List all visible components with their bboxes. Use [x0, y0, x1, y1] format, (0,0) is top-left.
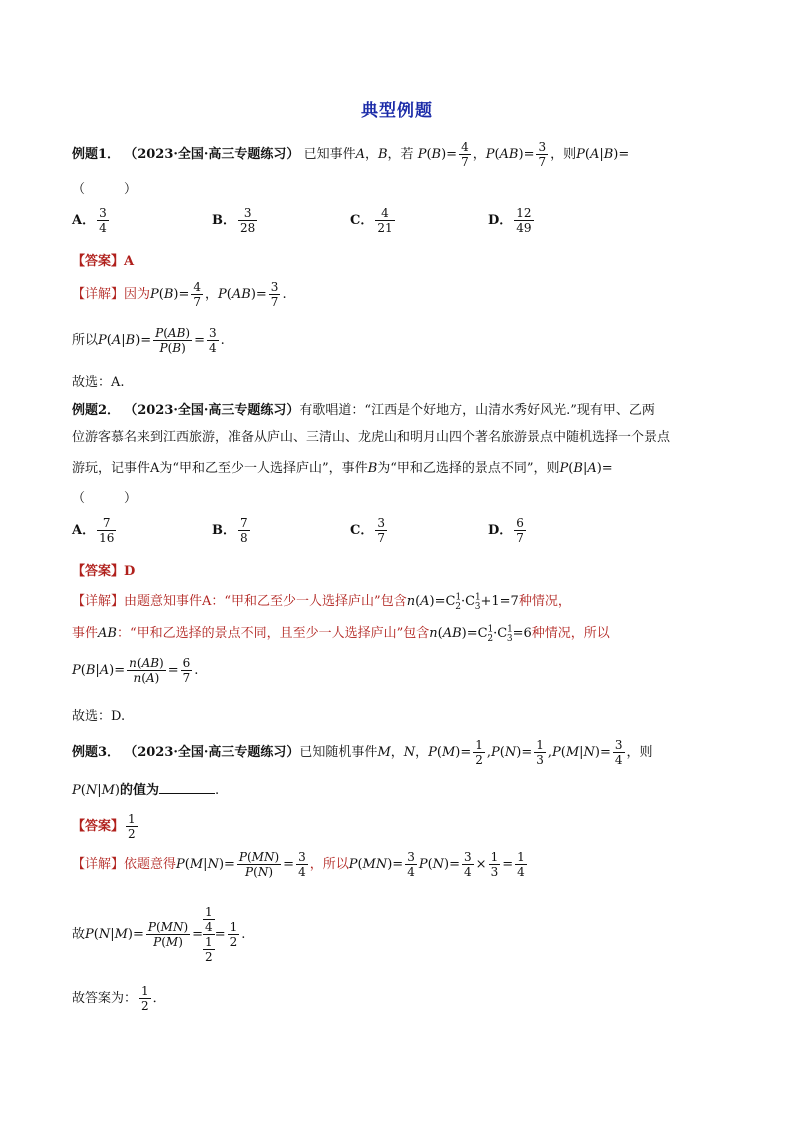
ex3-source: （2023·全国·高三专题练习） [124, 745, 300, 760]
ex1-math-a: A [355, 147, 365, 162]
ex1-answer [72, 250, 134, 269]
ex2-stem-line3: 游玩，记事件A为“甲和乙至少一人选择庐山”，事件B为“甲和乙选择的景点不同”，则P(B|A)= [72, 461, 613, 476]
detail-label: 【详解】 [72, 857, 125, 872]
ex2-answer [72, 560, 135, 579]
ex2-options [72, 516, 528, 545]
ex1-source: （2023·全国·高三专题练习） [124, 147, 300, 162]
ex3-so: 故P(N|M)= $\frac{P(MN)}{P(M)}$ = $\frac{\frac{1}{4}}{\frac{1}{2}}$ = $\frac{1}{2}$ . [72, 905, 246, 964]
ex1-detail: 【详解】因为P(B)= $\frac{4}{7}$ ，P(AB)= $\frac{3}{7}$ . [72, 280, 287, 309]
ex1-stem-b: ，若 [387, 147, 414, 162]
answer-value: D [124, 564, 136, 579]
ex2-option-b[interactable]: B． $\frac{7}{8}$ [212, 516, 248, 545]
ex1-label: 例题1． [72, 147, 121, 162]
detail-label: 【详解】 [72, 287, 125, 302]
ex1-math-b: B [377, 147, 388, 162]
answer-label: 【答案】 [72, 819, 125, 834]
ex3-answer: 【答案】 $\frac{1}{2}$ [72, 812, 136, 841]
ex2-stem-line1: 例题2． （2023·全国·高三专题练习）有歌唱道：“江西是个好地方，山清水秀好风光.”现有甲、乙两 [72, 403, 655, 418]
ex1-options [72, 206, 536, 235]
ex3-final: 故答案为： $\frac{1}{2}$ ． [72, 984, 166, 1013]
ex2-source: （2023·全国·高三专题练习） [124, 403, 300, 418]
ex1-choice: 故选：A. [72, 375, 125, 390]
ex1-frac-pb: $\frac{4}{7}$ [461, 140, 469, 169]
ex1-option-d[interactable]: D． $\frac{12}{49}$ [488, 206, 532, 235]
ex2-option-d[interactable]: D． $\frac{6}{7}$ [488, 516, 524, 545]
ex2-option-c[interactable]: C． $\frac{3}{7}$ [350, 516, 385, 545]
answer-blank[interactable] [159, 781, 215, 794]
detail-label: 【详解】 [72, 594, 125, 609]
ex2-detail-line1: 【详解】由题意知事件A：“甲和乙至少一人选择庐山”包含$n(A)=C^1_2\cdot C^1_3+1=7$种情况， [72, 592, 571, 612]
ex1-option-c[interactable]: C． $\frac{4}{21}$ [350, 206, 393, 235]
ex1-stem-c: ，则 [550, 147, 577, 162]
answer-label: 【答案】 [72, 254, 125, 269]
ex2-label: 例题2． [72, 403, 121, 418]
ex2-stem-line2: 位游客慕名来到江西旅游，准备从庐山、三清山、龙虎山和明月山四个著名旅游景点中随机选择一个景点 [72, 430, 671, 445]
ex1-so: 所以P(A|B)= $\frac{P(AB)}{P(B)}$ = $\frac{3}{4}$ . [72, 326, 225, 355]
answer-label: 【答案】 [72, 564, 125, 579]
page-title: 典型例题 [361, 101, 433, 121]
ex2-option-a[interactable]: A． $\frac{7}{16}$ [72, 516, 115, 545]
ex2-detail-line2: 事件AB：“甲和乙选择的景点不同，且至少一人选择庐山”包含$n(AB)=C^1_2\cdot C^1_3=6$种情况，所以 [72, 624, 610, 644]
ex3-label: 例题3． [72, 745, 121, 760]
ex3-stem-line2: P(N|M)的值为 . [72, 783, 220, 798]
ex1-stem: 例题1． （2023·全国·高三专题练习） 已知事件A，B，若 P(B)= $\frac{4}{7}$ ，P(AB)= $\frac{3}{7}$ ，则P(A|B)= [72, 140, 630, 169]
answer-value: A [124, 254, 135, 269]
ex1-option-a[interactable]: A． $\frac{3}{4}$ [72, 206, 107, 235]
ex3-stem: 例题3． （2023·全国·高三专题练习）已知随机事件M，N，P(M)= $\frac{1}{2}$ ,P(N)= $\frac{1}{3}$ ,P(M|N)= $\frac{3}{4}$ ，则 [72, 738, 653, 767]
ex1-option-b[interactable]: B． $\frac{3}{28}$ [212, 206, 256, 235]
ex2-paren: （ ） [72, 491, 138, 506]
ex2-detail-line3: P(B|A)= $\frac{n(AB)}{n(A)}$ = $\frac{6}{7}$ . [72, 656, 199, 685]
ex3-detail: 【详解】依题意得P(M|N)= $\frac{P(MN)}{P(N)}$ = $\frac{3}{4}$ ，所以P(MN)= $\frac{3}{4}$ P(N)= $\frac{3}{4}$ × $\frac{1}{3}$ = $\frac{1}{4}$ [72, 850, 525, 879]
ex1-pb: P [417, 147, 427, 162]
ex1-frac-pab: $\frac{3}{7}$ [538, 140, 547, 169]
ex1-paren: （ ） [72, 182, 138, 197]
ex2-choice: 故选：D. [72, 709, 126, 724]
ex1-stem-a: 已知事件 [303, 147, 356, 162]
